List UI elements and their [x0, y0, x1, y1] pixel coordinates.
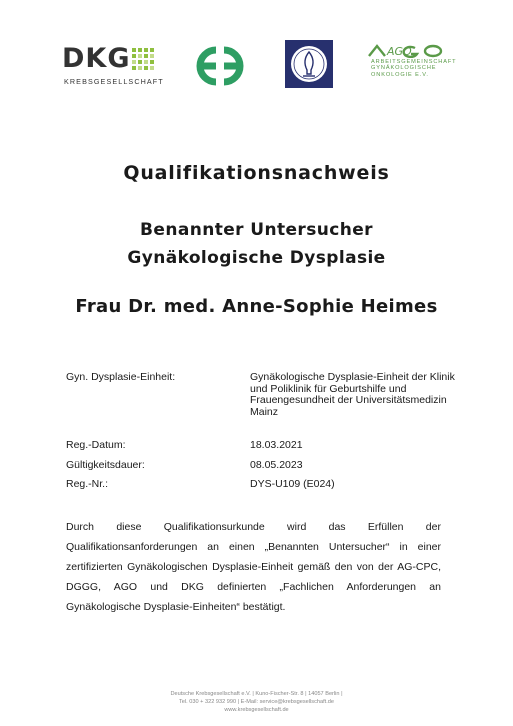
dkg-logo [62, 44, 162, 92]
footer [0, 690, 513, 714]
dggg-logo [186, 42, 254, 90]
ago-logo-subtitle [371, 59, 456, 78]
unit-label: Gyn. Dysplasie-Einheit: [66, 371, 176, 383]
ago-sub-line2: GYNÄKOLOGISCHE [371, 65, 437, 72]
reg-date-value: 18.03.2021 [250, 439, 303, 451]
footer-line3: www.krebsgesellschaft.de [224, 707, 289, 713]
certification-paragraph: Durch diese Qualifikationsurkunde wird das Erfüllen der Qualifikationsanforderungen an einen „Benannten Untersucher“ in einer zertifizierten Gynäkologischen Dysplasie-Einheit gemäß den von der AG-CPC, DGGG, AGO und DKG definierten „Fachlichen Anforderungen an Gynäkologische Dysplasie-Einheiten“ bestätigt. [66, 521, 441, 613]
subtitle-line1: Benannter Untersucher [140, 220, 373, 240]
reg-date-label: Reg.-Datum: [66, 439, 126, 451]
validity-label: Gültigkeitsdauer: [66, 459, 145, 471]
logo-row [0, 38, 513, 98]
validity-value: 08.05.2023 [250, 459, 303, 471]
ago-sub-line1: ARBEITSGEMEINSCHAFT [371, 59, 457, 65]
reg-number-value: DYS-U109 (E024) [250, 478, 335, 490]
reg-number-label: Reg.-Nr.: [66, 478, 109, 490]
footer-line2: Tel. 030 + 322 932 990 | E-Mail: service@krebsgesellschaft.de [179, 699, 334, 705]
person-name: Frau Dr. med. Anne-Sophie Heimes [75, 296, 438, 317]
university-seal-logo [285, 40, 333, 88]
ago-logo-mark-icon [365, 44, 447, 58]
ago-sub-line3: ONKOLOGIE E.V. [371, 71, 429, 78]
document-title: Qualifikationsnachweis [123, 162, 390, 184]
footer-line1: Deutsche Krebsgesellschaft e.V. | Kuno-Fischer-Str. 8 | 14057 Berlin | [170, 691, 343, 697]
unit-value: Gynäkologische Dysplasie-Einheit der Klinik und Poliklinik für Geburtshilfe und Frauengesundheit der Universitätsmedizin Mainz [250, 371, 455, 418]
dkg-logo-subtitle: KREBSGESELLSCHAFT [64, 77, 164, 86]
ago-logo [365, 44, 457, 88]
dkg-logo-text: DKG [62, 43, 131, 74]
subtitle-line2: Gynäkologische Dysplasie [127, 248, 386, 268]
dkg-dot-grid-icon [132, 48, 158, 74]
ago-logo-text: AGO [387, 45, 412, 58]
